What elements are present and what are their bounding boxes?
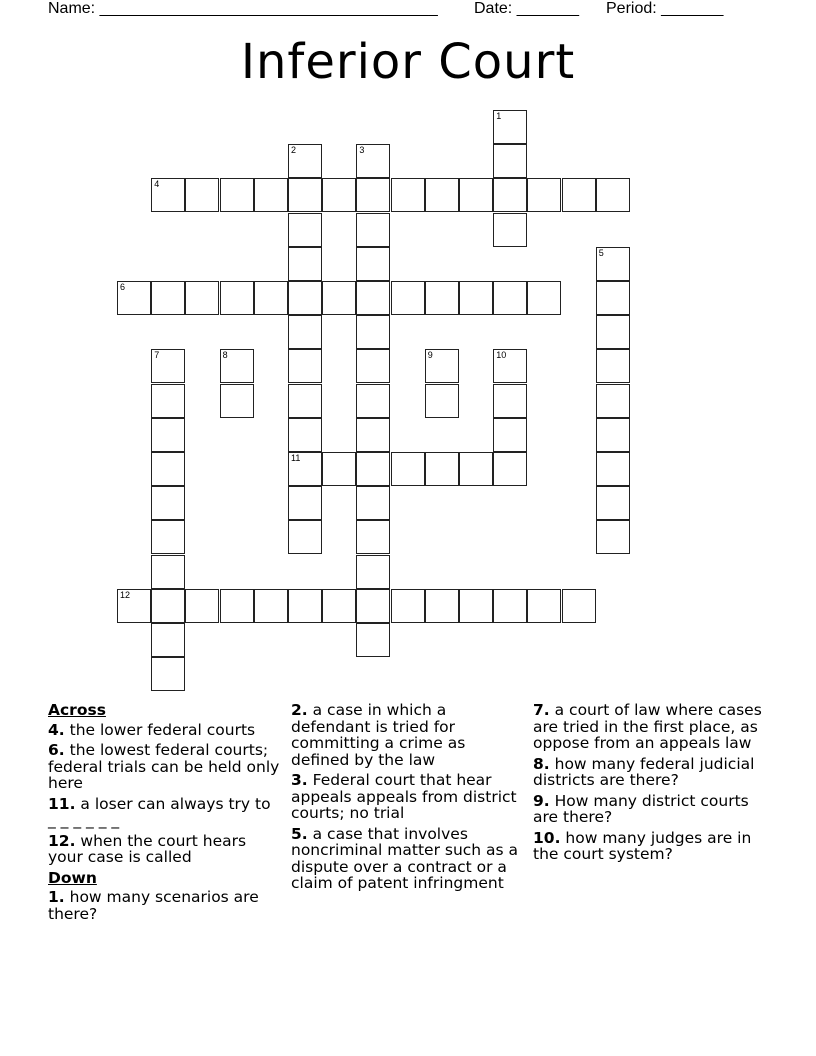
grid-cell[interactable] bbox=[391, 452, 425, 486]
grid-cell[interactable] bbox=[288, 589, 322, 623]
grid-cell[interactable] bbox=[322, 178, 356, 212]
grid-cell[interactable] bbox=[391, 589, 425, 623]
grid-cell[interactable] bbox=[562, 178, 596, 212]
across-heading: Across bbox=[48, 701, 106, 719]
clue-number: 11 bbox=[291, 453, 301, 463]
grid-cell[interactable] bbox=[493, 349, 527, 383]
grid-cell[interactable] bbox=[596, 520, 630, 554]
grid-cell[interactable] bbox=[596, 452, 630, 486]
clue-number: 4 bbox=[154, 179, 160, 190]
grid-cell[interactable] bbox=[425, 452, 459, 486]
grid-cell[interactable] bbox=[151, 452, 185, 486]
clues-column-2 bbox=[291, 702, 523, 896]
grid-cell[interactable] bbox=[288, 349, 322, 383]
grid-cell[interactable] bbox=[288, 247, 322, 281]
clue-across-11: 11. a loser can always try to _ _ _ _ _ _ bbox=[48, 794, 271, 829]
grid-cell[interactable] bbox=[220, 178, 254, 212]
grid-cell[interactable] bbox=[391, 281, 425, 315]
grid-cell[interactable] bbox=[596, 486, 630, 520]
grid-cell[interactable] bbox=[185, 178, 219, 212]
grid-cell[interactable] bbox=[459, 281, 493, 315]
grid-cell[interactable] bbox=[151, 589, 185, 623]
clue-number: 2 bbox=[291, 145, 297, 156]
clue-down-5: 5. a case that involves noncriminal matter such as a dispute over a contract or a claim of patent infringment bbox=[291, 824, 519, 892]
grid-cell[interactable] bbox=[254, 281, 288, 315]
grid-cell[interactable] bbox=[288, 418, 322, 452]
grid-cell[interactable] bbox=[356, 315, 390, 349]
grid-cell[interactable] bbox=[151, 486, 185, 520]
clue-down-7: 7. a court of law where cases are tried in the first place, as oppose from an appeals law bbox=[533, 701, 762, 752]
grid-cell[interactable] bbox=[356, 555, 390, 589]
grid-cell[interactable] bbox=[220, 281, 254, 315]
grid-cell[interactable] bbox=[356, 144, 390, 178]
clue-number: 6 bbox=[120, 282, 126, 292]
grid-cell[interactable] bbox=[596, 384, 630, 418]
grid-cell[interactable] bbox=[254, 178, 288, 212]
clue-down-10: 10. how many judges are in the court system? bbox=[533, 828, 752, 863]
grid-cell[interactable] bbox=[288, 520, 322, 554]
grid-cell[interactable] bbox=[185, 281, 219, 315]
clue-down-9: 9. How many district courts are there? bbox=[533, 791, 749, 826]
grid-cell[interactable] bbox=[254, 589, 288, 623]
clue-number: 8 bbox=[222, 350, 228, 361]
grid-cell[interactable] bbox=[151, 281, 185, 315]
grid-cell[interactable] bbox=[356, 349, 390, 383]
grid-cell[interactable] bbox=[322, 589, 356, 623]
clue-down-8: 8. how many federal judicial districts are there? bbox=[533, 754, 755, 789]
grid-cell[interactable] bbox=[356, 623, 390, 657]
grid-cell[interactable] bbox=[117, 281, 151, 315]
grid-cell[interactable] bbox=[220, 589, 254, 623]
clue-number: 3 bbox=[359, 145, 365, 156]
grid-cell[interactable] bbox=[356, 178, 390, 212]
grid-cell[interactable] bbox=[151, 178, 185, 212]
grid-cell[interactable] bbox=[220, 384, 254, 418]
grid-cell[interactable] bbox=[493, 110, 527, 144]
grid-cell[interactable] bbox=[596, 281, 630, 315]
clue-across-12: 12. when the court hears your case is called bbox=[48, 831, 247, 866]
grid-cell[interactable] bbox=[151, 349, 185, 383]
grid-cell[interactable] bbox=[493, 213, 527, 247]
grid-cell[interactable] bbox=[220, 349, 254, 383]
grid-cell[interactable] bbox=[562, 589, 596, 623]
grid-cell[interactable] bbox=[596, 349, 630, 383]
grid-cell[interactable] bbox=[151, 418, 185, 452]
clue-number: 1 bbox=[496, 111, 502, 121]
clue-number: 12 bbox=[120, 589, 131, 600]
grid-cell[interactable] bbox=[185, 589, 219, 623]
grid-cell[interactable] bbox=[356, 384, 390, 418]
grid-cell[interactable] bbox=[288, 315, 322, 349]
period-field[interactable]: Period: _______ bbox=[606, 0, 724, 17]
down-heading: Down bbox=[48, 868, 97, 887]
clue-number: 7 bbox=[154, 350, 160, 361]
grid-cell[interactable] bbox=[288, 213, 322, 247]
grid-cell[interactable] bbox=[493, 589, 527, 623]
grid-cell[interactable] bbox=[288, 452, 322, 486]
grid-cell[interactable] bbox=[493, 281, 527, 315]
grid-cell[interactable] bbox=[356, 418, 390, 452]
grid-cell[interactable] bbox=[596, 178, 630, 212]
grid-cell[interactable] bbox=[288, 178, 322, 212]
grid-cell[interactable] bbox=[493, 452, 527, 486]
grid-cell[interactable] bbox=[527, 589, 561, 623]
grid-cell[interactable] bbox=[151, 623, 185, 657]
grid-cell[interactable] bbox=[151, 384, 185, 418]
grid-cell[interactable] bbox=[493, 384, 527, 418]
grid-cell[interactable] bbox=[322, 281, 356, 315]
clue-number: 5 bbox=[598, 247, 604, 258]
grid-cell[interactable] bbox=[356, 213, 390, 247]
grid-cell[interactable] bbox=[117, 589, 151, 623]
clue-across-4: 4. the lower federal courts bbox=[48, 720, 256, 739]
clue-across-6: 6. the lowest federal courts; federal trials can be held only here bbox=[48, 741, 280, 792]
grid-cell[interactable] bbox=[356, 589, 390, 623]
clue-down-3: 3. Federal court that hear appeals appeals from district courts; no trial bbox=[291, 771, 517, 822]
grid-cell[interactable] bbox=[288, 281, 322, 315]
grid-cell[interactable] bbox=[425, 281, 459, 315]
grid-cell[interactable] bbox=[356, 452, 390, 486]
grid-cell[interactable] bbox=[288, 384, 322, 418]
clues-column-1 bbox=[48, 702, 280, 926]
grid-cell[interactable] bbox=[356, 520, 390, 554]
grid-cell[interactable] bbox=[322, 452, 356, 486]
grid-cell[interactable] bbox=[151, 555, 185, 589]
clue-down-1: 1. how many scenarios are there? bbox=[48, 888, 259, 923]
grid-cell[interactable] bbox=[425, 589, 459, 623]
grid-cell[interactable] bbox=[596, 418, 630, 452]
grid-cell[interactable] bbox=[288, 144, 322, 178]
grid-cell[interactable] bbox=[288, 486, 322, 520]
grid-cell[interactable] bbox=[356, 486, 390, 520]
page-title: Inferior Court bbox=[240, 34, 576, 90]
grid-cell[interactable] bbox=[493, 178, 527, 212]
grid-cell[interactable] bbox=[459, 589, 493, 623]
grid-cell[interactable] bbox=[151, 520, 185, 554]
grid-cell[interactable] bbox=[356, 247, 390, 281]
clue-down-2: 2. a case in which a defendant is tried for committing a crime as defined by the law bbox=[291, 701, 466, 769]
grid-cell[interactable] bbox=[596, 247, 630, 281]
clues-column-3 bbox=[533, 702, 773, 867]
grid-cell[interactable] bbox=[151, 657, 185, 691]
grid-cell[interactable] bbox=[459, 452, 493, 486]
date-field[interactable]: Date: _______ bbox=[474, 0, 579, 17]
grid-cell[interactable] bbox=[459, 178, 493, 212]
clue-number: 9 bbox=[427, 350, 433, 361]
name-field[interactable]: Name: ______________________________________ bbox=[48, 0, 438, 17]
grid-cell[interactable] bbox=[493, 418, 527, 452]
grid-cell[interactable] bbox=[493, 144, 527, 178]
grid-cell[interactable] bbox=[425, 178, 459, 212]
clue-number: 10 bbox=[496, 350, 507, 361]
grid-cell[interactable] bbox=[425, 384, 459, 418]
grid-cell[interactable] bbox=[356, 281, 390, 315]
grid-cell[interactable] bbox=[527, 178, 561, 212]
grid-cell[interactable] bbox=[527, 281, 561, 315]
grid-cell[interactable] bbox=[425, 349, 459, 383]
grid-cell[interactable] bbox=[391, 178, 425, 212]
grid-cell[interactable] bbox=[596, 315, 630, 349]
